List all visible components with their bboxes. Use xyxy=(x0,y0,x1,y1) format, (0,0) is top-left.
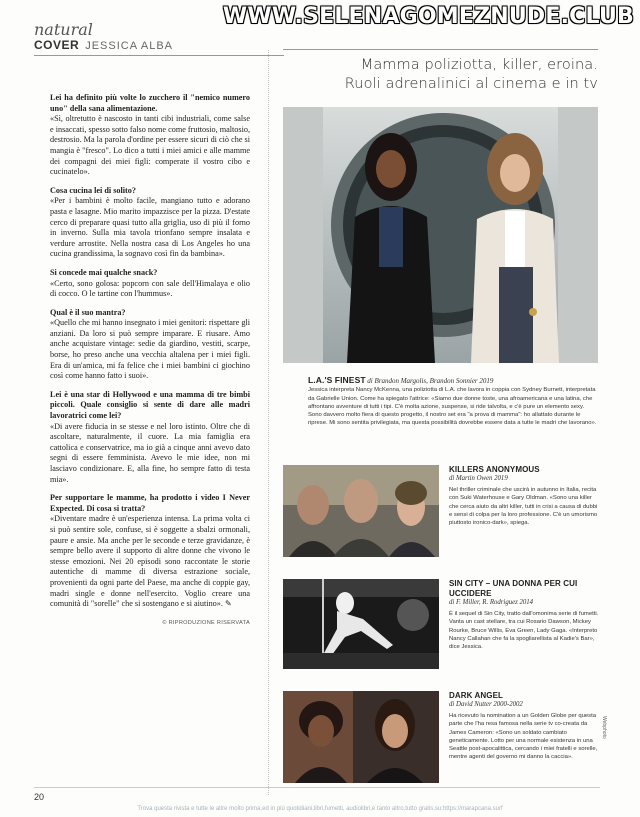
film-title: SIN CITY – UNA DONNA PER CUI UCCIDERE xyxy=(449,579,578,598)
film-item-sin-city xyxy=(283,579,598,671)
interview-column xyxy=(50,93,250,628)
rubric-rule xyxy=(34,55,284,56)
headline-rule xyxy=(283,49,598,50)
film-meta: di David Nutter 2000-2002 xyxy=(449,701,523,708)
answer: «Per i bambini è molto facile, mangiano tutto e adorano pasta e lasagne. Mio marito impazzisce per la pizza. D'estate cerco di preparare quasi tutto alla griglia, uso di più il forno in inverno. Sulla mia tavola trionfano sempre insalata e verdure arrostite. Nella nostra casa di Los Angeles ho una cucina grandissima, la sognavo così fin da bambina». xyxy=(50,196,250,259)
question: Lei ha definito più volte lo zucchero il "nemico numero uno" della sana alimentazione. xyxy=(50,93,250,113)
film-title: KILLERS ANONYMOUS xyxy=(449,465,540,474)
page-number: 20 xyxy=(34,792,45,802)
film-text: È il sequel di Sin City, tratto dall'omonima serie di fumetti. Vanta un cast stellare, tra cui Rosario Dawson, Mickey Rourke, Bruce Willis, Eva Green, Lady Gaga. «Interpreto Nancy Callahan che fa la spogliarellista al Kadie's Bar», dice Jessica. xyxy=(449,611,599,651)
film-item-killers-anonymous xyxy=(283,465,598,560)
film-text: Jessica interpreta Nancy McKenna, una poliziotta di L.A. che lavora in coppia con Sydney Burnett, interpretata da Gabrielle Union. Come ha spiegato l'attrice: «Siamo due donne toste, una afroamericana e una latina, che affrontano avventure di tutti i tipi. C'è molta azione, suspense, si ride talvolta, e c'è pure un elemento sexy. Sono davvero molto fiera di questo progetto, il nostro set era "a prova di mamma": ho allattato durante le riprese. Mi sono sentita privilegiata, ma questa possibilità dovrebbe essere data a tutte le madri che lavorano». xyxy=(308,387,597,427)
answer: «Diventare madre è un'esperienza intensa. La prima volta ci si può sentire sole, confuse, si è soggette a sbalzi ormonali, paure e ansie. Ma anche per le seconde e terze gravidanze, è sempre bello avere il supporto di altre donne che vivono le stesse emozioni. Nei 20 episodi sono raccontate le storie autentiche di mamme di diversa estrazione sociale, provenienti da ogni parte del Paese, ma anche di coppie gay, madri single e donne nell'esercito. Voglio creare una comunità di "sorelle" che si sostengano e si aiutino». ✎ xyxy=(50,514,250,609)
film-photo xyxy=(283,579,439,669)
film-meta: di Brandon Margolis, Brandon Sonnier 2019 xyxy=(367,377,494,385)
answer: «Sì, oltretutto è nascosto in tanti cibi industriali, come salse e insaccati, spesso sotto falso nome come fruttosio, maltosio, destrosio. Ma la parola d'ordine per essere sicuri di ciò che si mangia è "fresco". Lo dico a tutti i miei amici e alle mamme dei compagni dei miei figli: comperate il vostro cibo e cucinatelo». xyxy=(50,114,250,177)
hero-photo xyxy=(283,107,598,363)
answer: «Quello che mi hanno insegnato i miei genitori: rispettare gli anziani. Da loro si può sempre imparare. E riusare. Amo anche acquistare vintage: sedie da giardino, vestiti, scarpe, borse, ho preso anche una vecchia altalena per i miei figli. Era di un'amica, mi fa felice che i miei bambini ci giochino così come hanno fatto i suoi». xyxy=(50,318,250,381)
headline-block xyxy=(283,52,598,94)
question: Si concede mai qualche snack? xyxy=(50,267,158,277)
film-caption-las-finest xyxy=(308,376,598,428)
film-text: Ha ricevuto la nomination a un Golden Globe per questa parte che l'ha resa famosa nella serie tv co-creata da James Cameron: «Sono un soldato cambiato geneticamente. Lotto per una normale esistenza in una Seattle post-apocalittica, cercando i miei fratelli e sorelle, mentre agenti del governo mi danno la caccia». xyxy=(449,713,598,761)
film-text: Nel thriller criminale che uscirà in autunno in Italia, recita con Suki Waterhouse e Gary Oldman. «Sono una killer che cerca aiuto da altri killer, tutti in crisi a causa di dubbi e sensi di colpa per la loro professione. C'è un umorismo piuttosto ironico-dark», spiega. xyxy=(449,487,598,527)
photo-credit: Webphoto xyxy=(601,716,607,739)
film-item-dark-angel xyxy=(283,691,598,783)
rubric-natural: natural xyxy=(34,20,93,39)
answer: «Di avere fiducia in se stesse e nel loro istinto. Oltre che di ascoltare, naturalmente, il cuore. La mia famiglia era cattolica e conservatrice, ma io già a cinque anni avevo dato segni di essere femminista. Avevo le mie idee, non mi lasciavo condizionare. E, alla fine, ho sempre fatto di testa mia». xyxy=(50,421,250,484)
question: Cosa cucina lei di solito? xyxy=(50,185,136,195)
rubric-cover: COVER xyxy=(34,38,80,52)
film-title: L.A.'S FINEST xyxy=(308,375,366,385)
footer-note: Trova questa rivista e tutte le altre molto prima,ed in più quotidiani,libri,fumetti, audiolibri,e tanto altro,tutto gratis,su:https://marapcana.surf xyxy=(137,806,503,812)
footer-rule xyxy=(34,787,600,788)
film-meta: di F. Miller, R. Rodriguez 2014 xyxy=(449,599,534,606)
answer: «Certo, sono golosa: popcorn con sale dell'Himalaya e olio di cocco. O le tartine con l'hummus». xyxy=(50,278,250,299)
section-rubric xyxy=(34,22,284,56)
film-meta: di Martin Owen 2019 xyxy=(449,475,508,482)
question: Qual è il suo mantra? xyxy=(50,307,126,317)
rubric-name: JESSICA ALBA xyxy=(85,40,174,52)
film-title: DARK ANGEL xyxy=(449,691,504,700)
headline-line-1: Mamma poliziotta, killer, eroina. xyxy=(360,57,598,73)
film-photo xyxy=(283,465,439,557)
headline-line-2: Ruoli adrenalinici al cinema e in tv xyxy=(344,76,598,92)
column-divider xyxy=(268,50,269,795)
film-photo xyxy=(283,691,439,783)
question: Per supportare le mamme, ha prodotto i video I Never Expected. Di cosa si tratta? xyxy=(50,493,250,513)
question: Lei è una star di Hollywood e una mamma di tre bimbi piccoli. Quale consiglio si sente di dare alle madri lavoratrici come lei? xyxy=(50,389,250,421)
copyright-note: © RIPRODUZIONE RISERVATA xyxy=(162,619,250,626)
watermark: WWW.SELENAGOMEZNUDE.CLUB xyxy=(222,4,634,29)
